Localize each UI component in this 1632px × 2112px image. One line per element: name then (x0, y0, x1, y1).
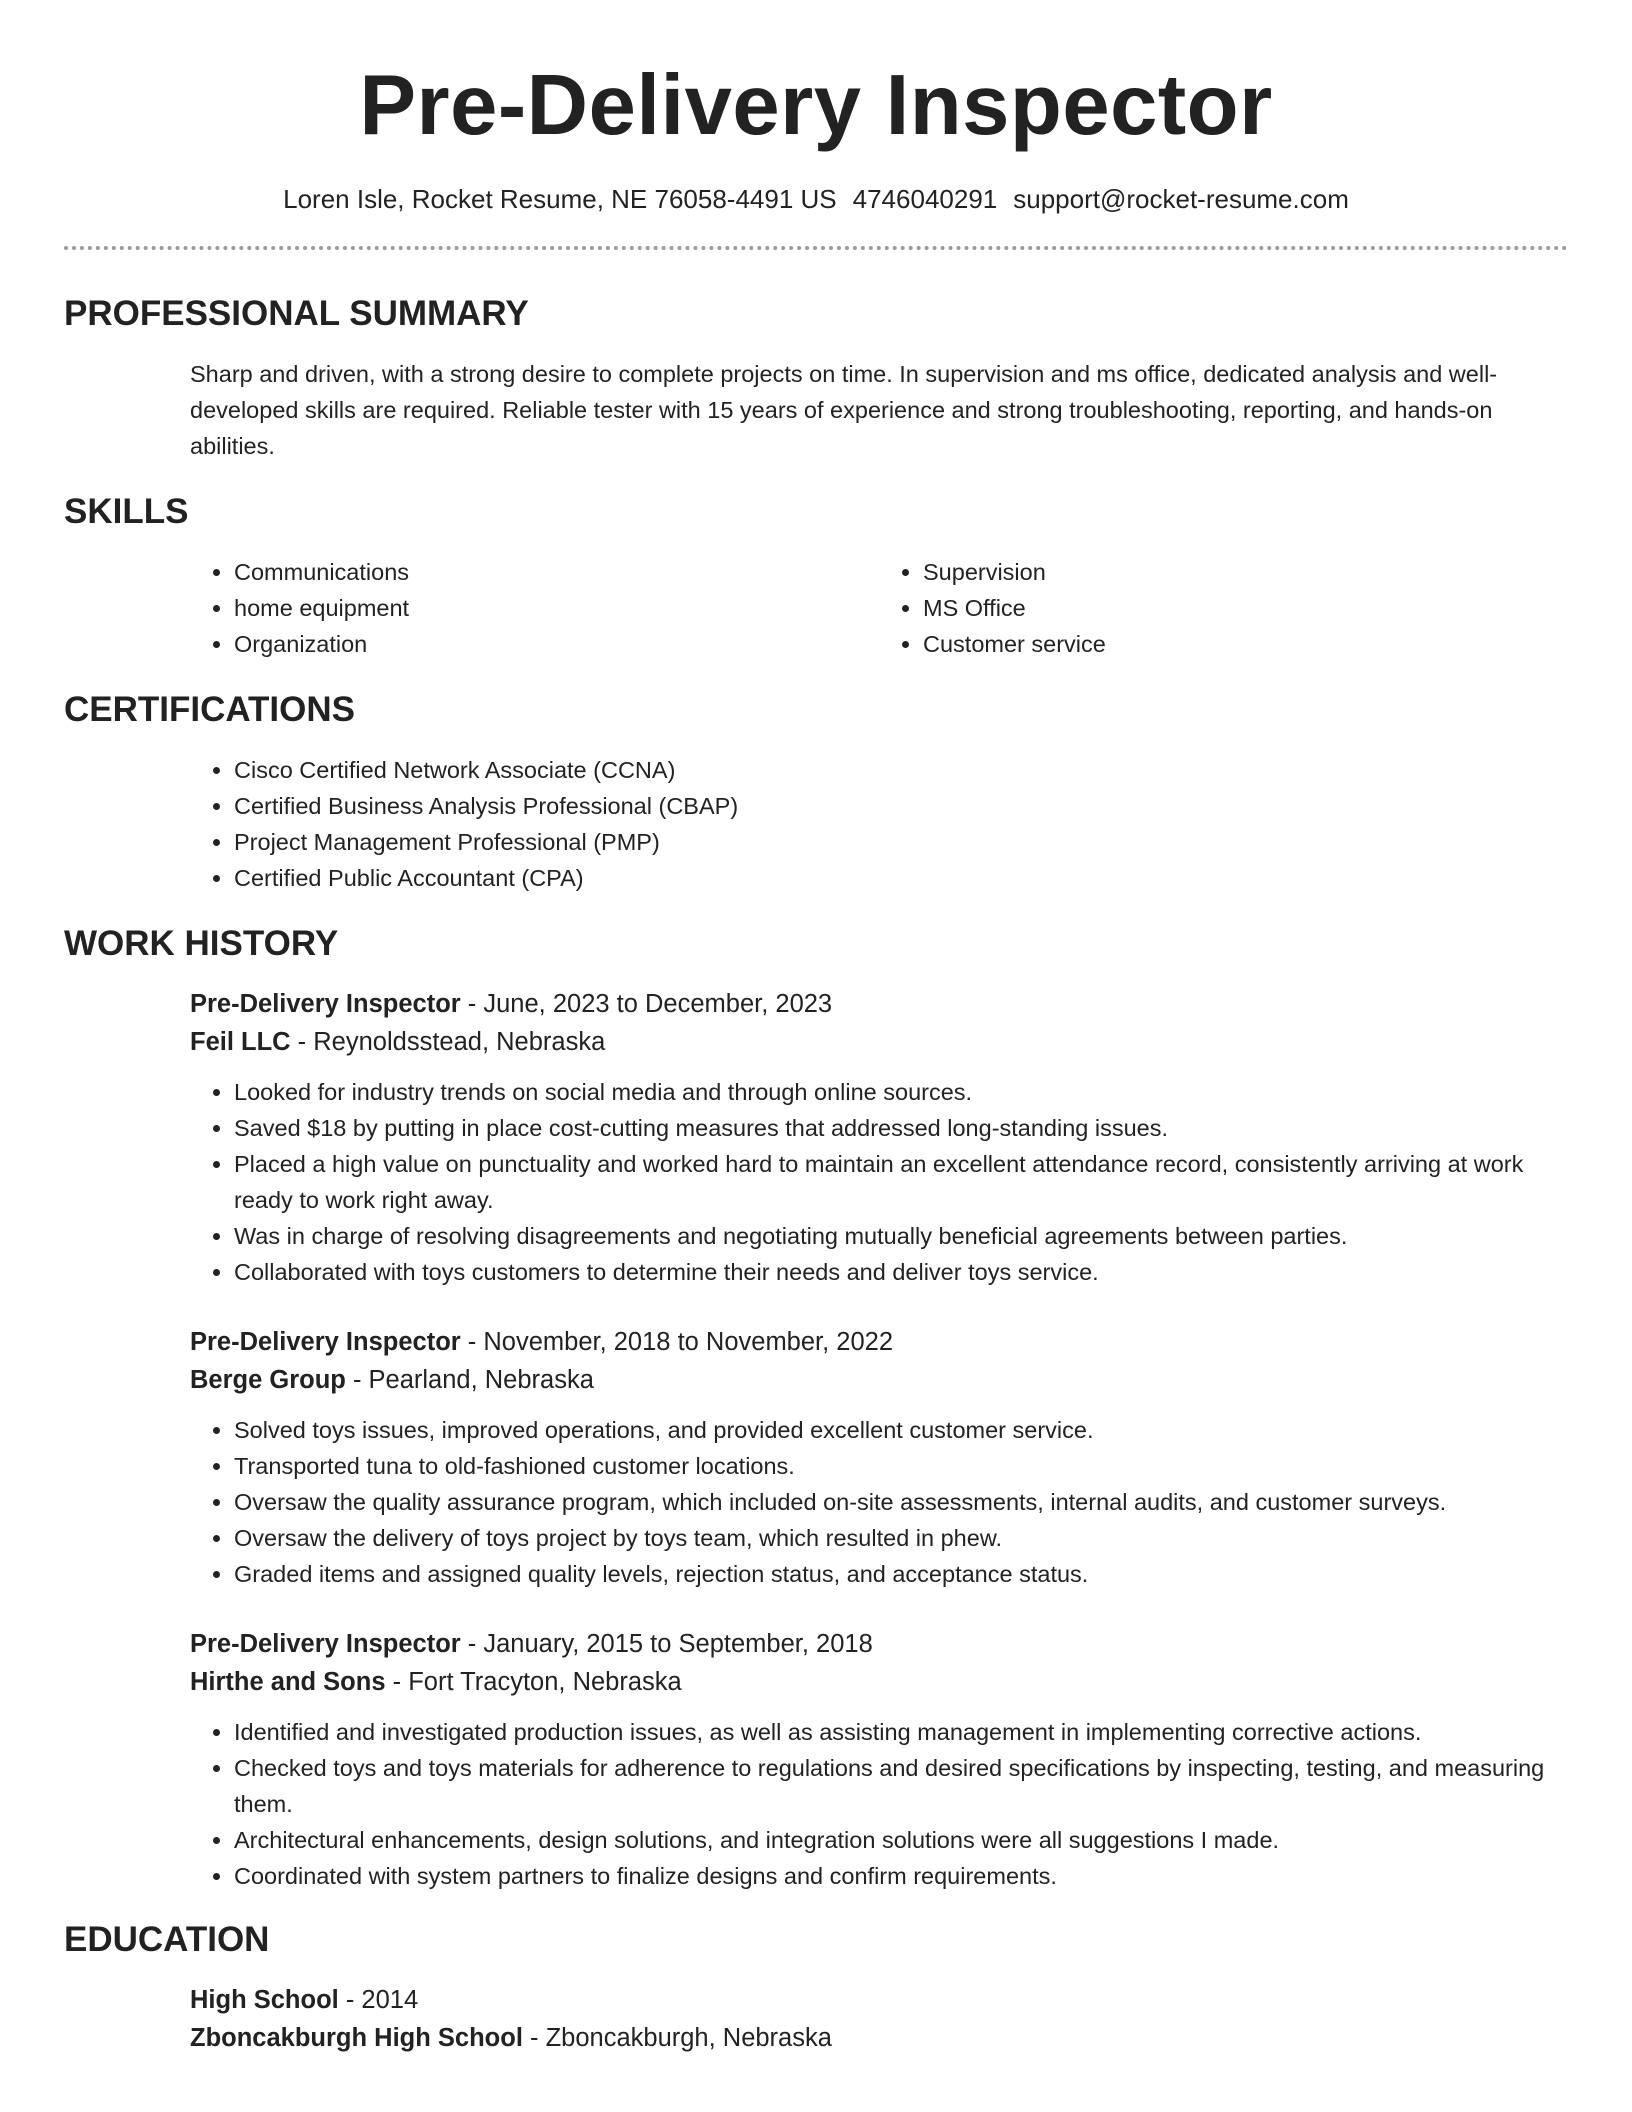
certifications-title: CERTIFICATIONS (64, 690, 356, 729)
list-item: • Checked toys and toys materials for adherence to regulations and desired specifications by inspecting, testing, and measuring them. (234, 1750, 1568, 1822)
employer-name: Hirthe and Sons (190, 1668, 386, 1696)
summary-body (64, 356, 1568, 464)
employer-location: - Pearland, Nebraska (345, 1366, 594, 1394)
skills-list-left (190, 554, 879, 662)
list-item: • Organization (234, 626, 879, 662)
list-item: • Certified Business Analysis Professional (CBAP) (234, 788, 1568, 824)
school-name: Zboncakburgh High School (190, 2024, 523, 2052)
work-body (64, 986, 1568, 1894)
job-title: Pre-Delivery Inspector (190, 1328, 461, 1356)
summary-text: Sharp and driven, with a strong desire to complete projects on time. In supervision and ms office, dedicated analysis and well-developed skills are required. Reliable tester with 15 years of experience and strong troubleshooting, reporting, and hands-on abilities. (190, 361, 1498, 459)
list-item: • Oversaw the quality assurance program, which included on-site assessments, internal audits, and customer surveys. (234, 1484, 1568, 1520)
list-item: • Identified and investigated production issues, as well as assisting management in implementing corrective actions. (234, 1714, 1568, 1750)
degree-year: - 2014 (338, 1986, 419, 2014)
job-title: Pre-Delivery Inspector (190, 1630, 461, 1658)
list-item: • Transported tuna to old-fashioned customer locations. (234, 1448, 1568, 1484)
employer-name: Berge Group (190, 1366, 346, 1394)
degree-line (190, 1982, 1568, 2018)
list-item: • Solved toys issues, improved operations, and provided excellent customer service. (234, 1412, 1568, 1448)
contact-phone: 4746040291 (852, 184, 998, 214)
certifications-section (64, 688, 1568, 896)
summary-title: PROFESSIONAL SUMMARY (64, 294, 529, 333)
job-dates: - January, 2015 to September, 2018 (460, 1630, 873, 1658)
employer-line (190, 1664, 1568, 1700)
employer-line (190, 1362, 1568, 1398)
list-item: • home equipment (234, 590, 879, 626)
skills-grid (190, 554, 1568, 662)
list-item: • Communications (234, 554, 879, 590)
skills-body (64, 554, 1568, 662)
list-item: • Customer service (923, 626, 1568, 662)
contact-email: support@rocket-resume.com (1013, 184, 1349, 214)
list-item: • Coordinated with system partners to finalize designs and confirm requirements. (234, 1858, 1568, 1894)
skills-section (64, 490, 1568, 662)
list-item: • Certified Public Accountant (CPA) (234, 860, 1568, 896)
employer-location: - Reynoldsstead, Nebraska (290, 1028, 606, 1056)
degree-name: High School (190, 1986, 339, 2014)
job-bullets (190, 1714, 1568, 1894)
school-location: - Zboncakburgh, Nebraska (522, 2024, 832, 2052)
skills-list-right (879, 554, 1568, 662)
job-title: Pre-Delivery Inspector (190, 990, 461, 1018)
contact-address: Loren Isle, Rocket Resume, NE 76058-4491 US (283, 184, 837, 214)
certifications-list (190, 752, 1568, 896)
work-section (64, 922, 1568, 1894)
job-title-line (190, 1626, 1568, 1662)
list-item: • Saved $18 by putting in place cost-cutting measures that addressed long-standing issues. (234, 1110, 1568, 1146)
job-entry (190, 986, 1568, 1290)
job-dates: - June, 2023 to December, 2023 (460, 990, 833, 1018)
header-divider (64, 246, 1568, 250)
list-item: • Architectural enhancements, design solutions, and integration solutions were all suggestions I made. (234, 1822, 1568, 1858)
list-item: • Placed a high value on punctuality and worked hard to maintain an excellent attendance record, consistently arriving at work ready to work right away. (234, 1146, 1568, 1218)
list-item: • Project Management Professional (PMP) (234, 824, 1568, 860)
education-body (64, 1982, 1568, 2056)
list-item: • Collaborated with toys customers to determine their needs and deliver toys service. (234, 1254, 1568, 1290)
work-title: WORK HISTORY (64, 924, 339, 963)
list-item: • Graded items and assigned quality levels, rejection status, and acceptance status. (234, 1556, 1568, 1592)
job-bullets (190, 1412, 1568, 1592)
certifications-body (64, 752, 1568, 896)
job-entry (190, 1324, 1568, 1592)
employer-name: Feil LLC (190, 1028, 291, 1056)
school-line (190, 2020, 1568, 2056)
employer-line (190, 1024, 1568, 1060)
list-item: • Was in charge of resolving disagreements and negotiating mutually beneficial agreements between parties. (234, 1218, 1568, 1254)
skills-title: SKILLS (64, 492, 189, 531)
summary-section (64, 292, 1568, 464)
contact-line (64, 182, 1568, 216)
education-title: EDUCATION (64, 1920, 270, 1959)
list-item: • Cisco Certified Network Associate (CCNA) (234, 752, 1568, 788)
education-section (64, 1918, 1568, 2056)
job-title-line (190, 986, 1568, 1022)
job-dates: - November, 2018 to November, 2022 (460, 1328, 894, 1356)
job-title-line (190, 1324, 1568, 1360)
resume-name: Pre-Delivery Inspector (359, 58, 1273, 153)
list-item: • Oversaw the delivery of toys project by toys team, which resulted in phew. (234, 1520, 1568, 1556)
employer-location: - Fort Tracyton, Nebraska (385, 1668, 682, 1696)
list-item: • Looked for industry trends on social media and through online sources. (234, 1074, 1568, 1110)
list-item: • Supervision (923, 554, 1568, 590)
job-bullets (190, 1074, 1568, 1290)
job-entry (190, 1626, 1568, 1894)
list-item: • MS Office (923, 590, 1568, 626)
